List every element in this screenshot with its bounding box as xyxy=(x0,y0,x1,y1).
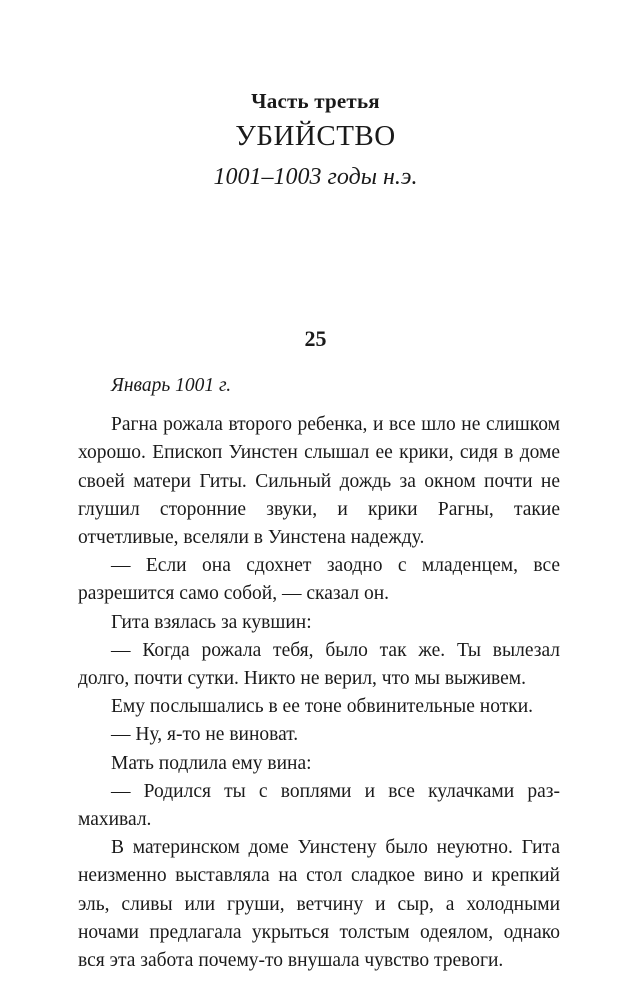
paragraph: Мать подлила ему вина: xyxy=(111,752,312,774)
chapter-body xyxy=(78,372,560,975)
paragraph: Гита взялась за кувшин: xyxy=(111,611,312,633)
paragraph: — Когда рожала тебя, было так же. Ты вылезал долго, почти сутки. Никто не верил, что мы выживем. xyxy=(78,639,560,690)
paragraph: — Если она сдохнет заодно с младенцем, все разрешится само собой, — сказал он. xyxy=(78,555,560,605)
paragraph: В материнском доме Уинстену было неуютно. Гита неизменно выставляла на стол сладкое вино и крепкий эль, сливы или груши, ветчину и сыр, а холодными ночами предлагала укрыться толстым одеялом, однако вся эта забота почему-то внушала чувство тревоги. xyxy=(78,837,560,972)
part-title: УБИЙСТВО xyxy=(235,120,396,152)
part-header xyxy=(0,88,631,192)
chapter-dateline: Январь 1001 г. xyxy=(111,375,232,396)
paragraph: — Ну, я-то не виноват. xyxy=(111,724,299,746)
chapter-number: 25 xyxy=(304,326,327,351)
paragraph: — Родился ты с воплями и все кулачками размахивал. xyxy=(78,780,560,831)
paragraph: Ему послышались в ее тоне обвинительные нотки. xyxy=(111,696,534,718)
part-years: 1001–1003 годы н.э. xyxy=(213,164,418,190)
part-label: Часть третья xyxy=(251,89,380,113)
paragraph: Рагна рожала второго ребенка, и все шло не слишком хорошо. Епископ Уинстен слышал ее крики, сидя в доме своей матери Гиты. Сильный дождь за окном почти не глушил сторонние звуки, и крики Рагны, такие отчетливые, вселяли в Уинстена надежду. xyxy=(78,414,560,549)
